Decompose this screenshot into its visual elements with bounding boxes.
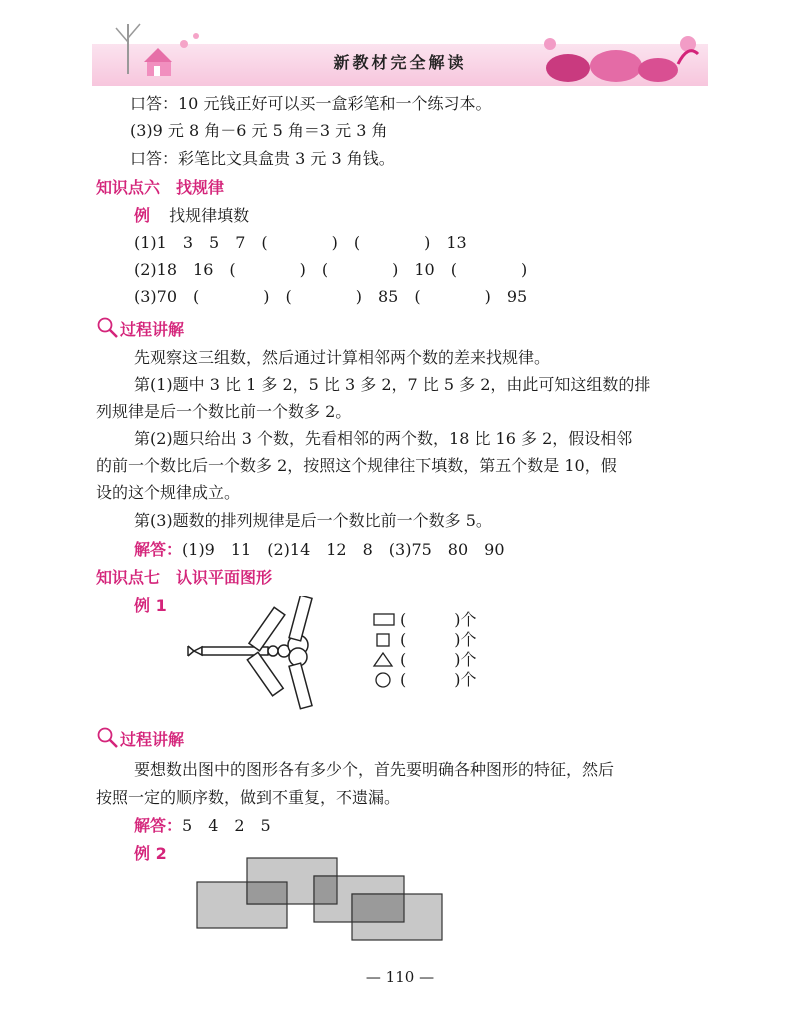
answer-line-1: 口答：10 元钱正好可以买一盒彩笔和一个练习本。 <box>130 94 492 113</box>
answer-label: 解答： <box>134 816 183 835</box>
example-text: 找规律填数 <box>169 206 250 225</box>
count-row-triangle: ( )个 <box>372 650 492 670</box>
dragonfly-figure <box>180 596 330 714</box>
process-line: 按照一定的顺序数，做到不重复，不遗漏。 <box>96 788 401 807</box>
answer-text: 5 4 2 5 <box>182 816 271 835</box>
rectangle-icon <box>372 610 396 630</box>
header-title: 新教材完全解读 <box>333 53 467 72</box>
process-line: 第(2)题只给出 3 个数，先看相邻的两个数，18 比 16 多 2，假设相邻 <box>134 429 633 448</box>
process-line: 第(1)题中 3 比 1 多 2，5 比 3 多 2，7 比 5 多 2，由此可知这组数的排 <box>134 375 651 394</box>
page-header <box>92 14 708 92</box>
answer-label: 解答： <box>134 540 183 559</box>
example-row <box>134 206 249 226</box>
count-row-circle: ( )个 <box>372 670 492 690</box>
magnifier-icon <box>96 726 120 750</box>
process-line: 列规律是后一个数比前一个数多 2。 <box>96 402 352 421</box>
section6-title: 知识点六 找规律 <box>96 178 225 197</box>
answer-row-2 <box>134 816 271 836</box>
circle-icon <box>372 670 396 690</box>
answer-line-2: 口答：彩笔比文具盒贵 3 元 3 角钱。 <box>130 149 395 168</box>
count-row-square: ( )个 <box>372 630 492 650</box>
section7-title: 知识点七 认识平面图形 <box>96 568 273 587</box>
process-line: 要想数出图中的图形各有多少个，首先要明确各种图形的特征，然后 <box>134 760 615 779</box>
process-line: 设的这个规律成立。 <box>96 483 241 502</box>
answer-row-1 <box>134 540 505 560</box>
process-heading-label: 过程讲解 <box>120 320 185 339</box>
sequence-row-1: (1)1 3 5 7 ( ) ( ) 13 <box>134 233 467 252</box>
calc-line: (3)9 元 8 角－6 元 5 角＝3 元 3 角 <box>130 121 388 140</box>
process-line: 先观察这三组数，然后通过计算相邻两个数的差来找规律。 <box>134 348 551 367</box>
process-line: 的前一个数比后一个数多 2，按照这个规律往下填数，第五个数是 10，假 <box>96 456 617 475</box>
overlapping-rectangles-figure <box>190 852 450 948</box>
answer-text: (1)9 11 (2)14 12 8 (3)75 80 90 <box>182 540 505 559</box>
example-label: 例 <box>134 206 151 225</box>
example1-label: 例 1 <box>134 596 167 615</box>
process-heading-label: 过程讲解 <box>120 730 185 749</box>
triangle-icon <box>372 650 396 670</box>
count-row-rectangle: ( )个 <box>372 610 492 630</box>
square-icon <box>372 630 396 650</box>
sequence-row-3: (3)70 ( ) ( ) 85 ( ) 95 <box>134 287 528 306</box>
magnifier-icon <box>96 316 120 340</box>
example2-label: 例 2 <box>134 844 167 863</box>
sequence-row-2: (2)18 16 ( ) ( ) 10 ( ) <box>134 260 528 279</box>
process-line: 第(3)题数的排列规律是后一个数比前一个数多 5。 <box>134 511 492 530</box>
page-number: — 110 — <box>365 968 435 986</box>
